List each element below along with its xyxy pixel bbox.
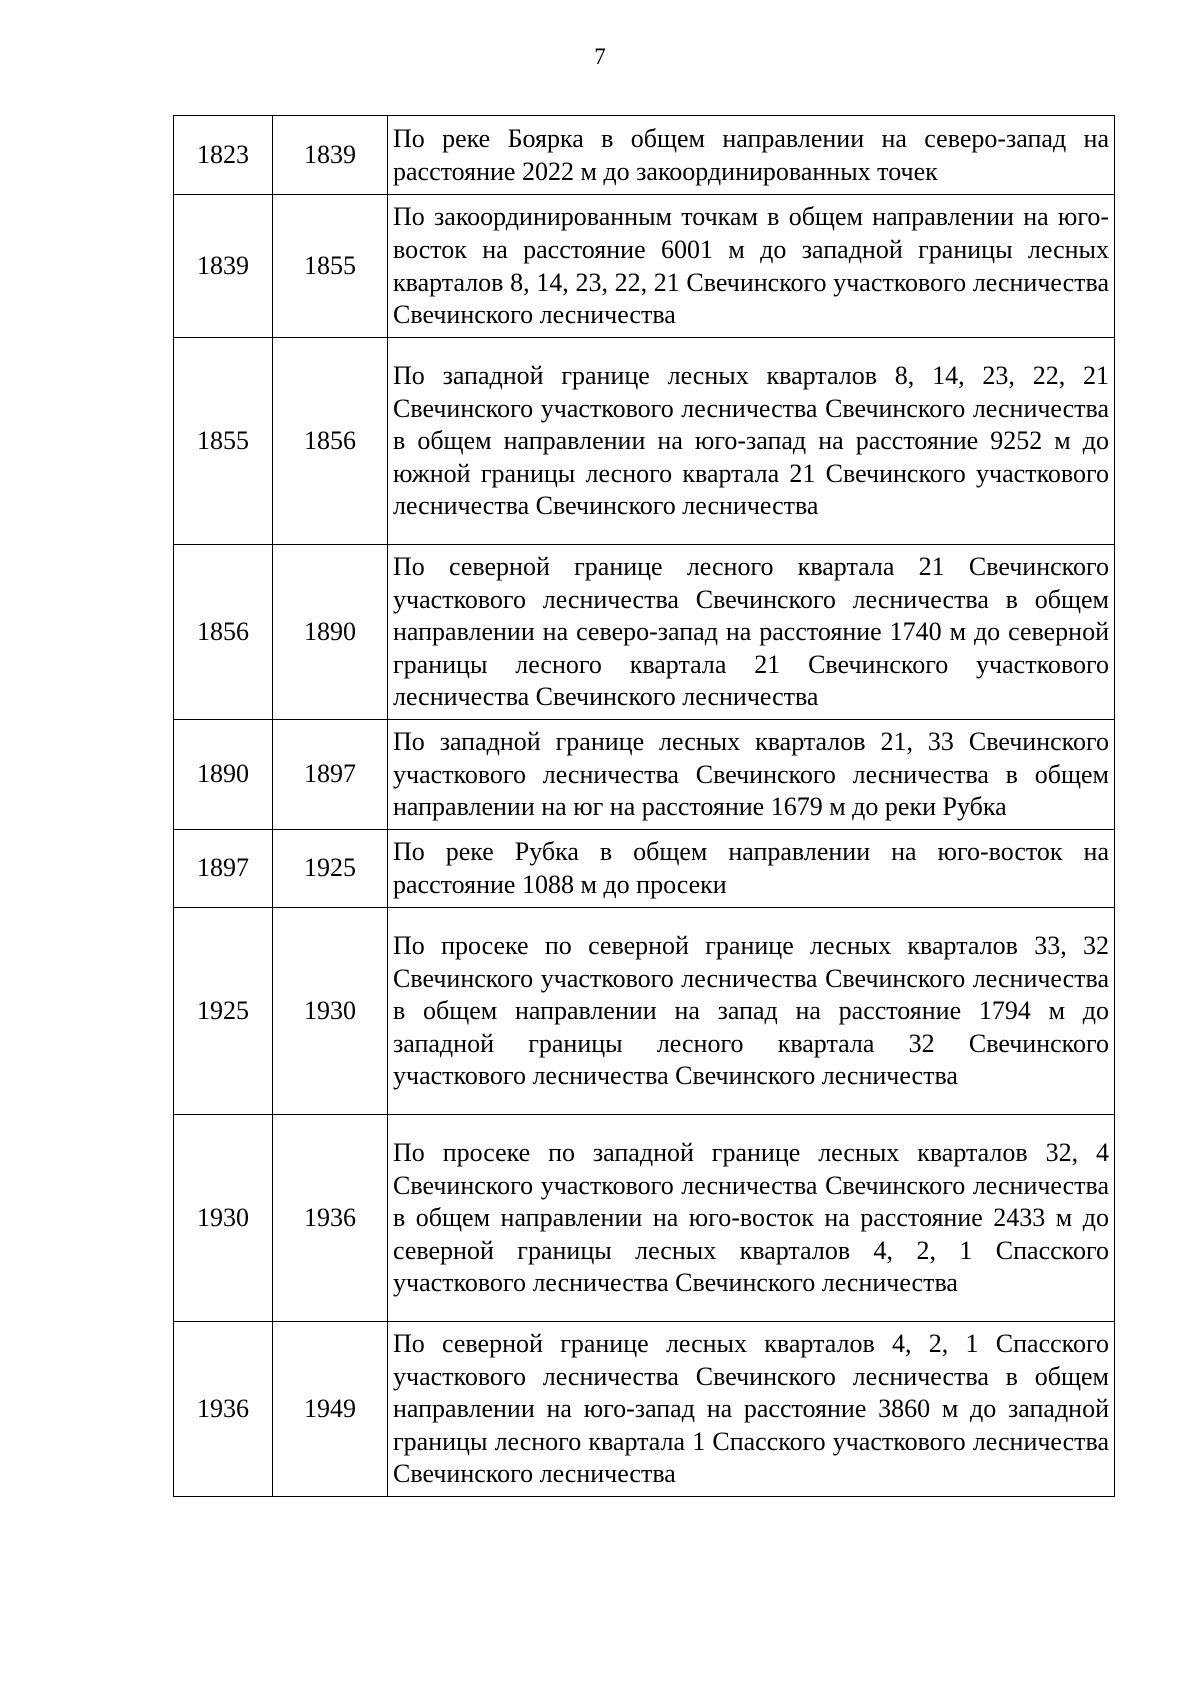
table-row: [174, 195, 1115, 338]
boundary-description-cell: По просеке по северной границе лесных кварталов 33, 32 Свечинского участкового лесничества Свечинского лесничества в общем направлении на запад на расстояние 1794 м до западной границы лесного квартала 32 Свечинского участкового лесничества Свечинского лесничества: [388, 908, 1115, 1115]
table-row: [174, 720, 1115, 830]
start-point-cell: 1856: [174, 545, 273, 720]
table-row: [174, 545, 1115, 720]
start-point-cell: 1936: [174, 1322, 273, 1497]
end-point-cell: 1890: [273, 545, 388, 720]
end-point-cell: 1839: [273, 116, 388, 195]
table-row: [174, 1322, 1115, 1497]
table-row: [174, 908, 1115, 1115]
start-point-cell: 1823: [174, 116, 273, 195]
end-point-cell: 1949: [273, 1322, 388, 1497]
boundary-description-cell: По северной границе лесного квартала 21 Свечинского участкового лесничества Свечинского лесничества в общем направлении на северо-запад на расстояние 1740 м до северной границы лесного квартала 21 Свечинского участкового лесничества Свечинского лесничества: [388, 545, 1115, 720]
boundary-description-cell: По закоординированным точкам в общем направлении на юго-восток на расстояние 6001 м до западной границы лесных кварталов 8, 14, 23, 22, 21 Свечинского участкового лесничества Свечинского лесничества: [388, 195, 1115, 338]
boundary-description-cell: По северной границе лесных кварталов 4, 2, 1 Спасского участкового лесничества Свечинского лесничества в общем направлении на юго-запад на расстояние 3860 м до западной границы лесного квартала 1 Спасского участкового лесничества Свечинского лесничества: [388, 1322, 1115, 1497]
end-point-cell: 1855: [273, 195, 388, 338]
start-point-cell: 1930: [174, 1115, 273, 1322]
boundary-description-cell: По западной границе лесных кварталов 21, 33 Свечинского участкового лесничества Свечинского лесничества в общем направлении на юг на расстояние 1679 м до реки Рубка: [388, 720, 1115, 830]
boundary-description-cell: По просеке по западной границе лесных кварталов 32, 4 Свечинского участкового лесничества Свечинского лесничества в общем направлении на юго-восток на расстояние 2433 м до северной границы лесных кварталов 4, 2, 1 Спасского участкового лесничества Свечинского лесничества: [388, 1115, 1115, 1322]
end-point-cell: 1930: [273, 908, 388, 1115]
end-point-cell: 1925: [273, 830, 388, 908]
start-point-cell: 1855: [174, 338, 273, 545]
page-number: 7: [594, 44, 606, 69]
start-point-cell: 1925: [174, 908, 273, 1115]
start-point-cell: 1839: [174, 195, 273, 338]
table-row: [174, 830, 1115, 908]
boundary-description-cell: По реке Рубка в общем направлении на юго-восток на расстояние 1088 м до просеки: [388, 830, 1115, 908]
table-row: [174, 1115, 1115, 1322]
table-row: [174, 338, 1115, 545]
boundary-description-cell: По реке Боярка в общем направлении на северо-запад на расстояние 2022 м до закоординированных точек: [388, 116, 1115, 195]
boundary-description-cell: По западной границе лесных кварталов 8, 14, 23, 22, 21 Свечинского участкового лесничества Свечинского лесничества в общем направлении на юго-запад на расстояние 9252 м до южной границы лесного квартала 21 Свечинского участкового лесничества Свечинского лесничества: [388, 338, 1115, 545]
start-point-cell: 1897: [174, 830, 273, 908]
table-row: [174, 116, 1115, 195]
start-point-cell: 1890: [174, 720, 273, 830]
boundary-description-table: [173, 115, 1115, 1497]
end-point-cell: 1897: [273, 720, 388, 830]
end-point-cell: 1856: [273, 338, 388, 545]
end-point-cell: 1936: [273, 1115, 388, 1322]
